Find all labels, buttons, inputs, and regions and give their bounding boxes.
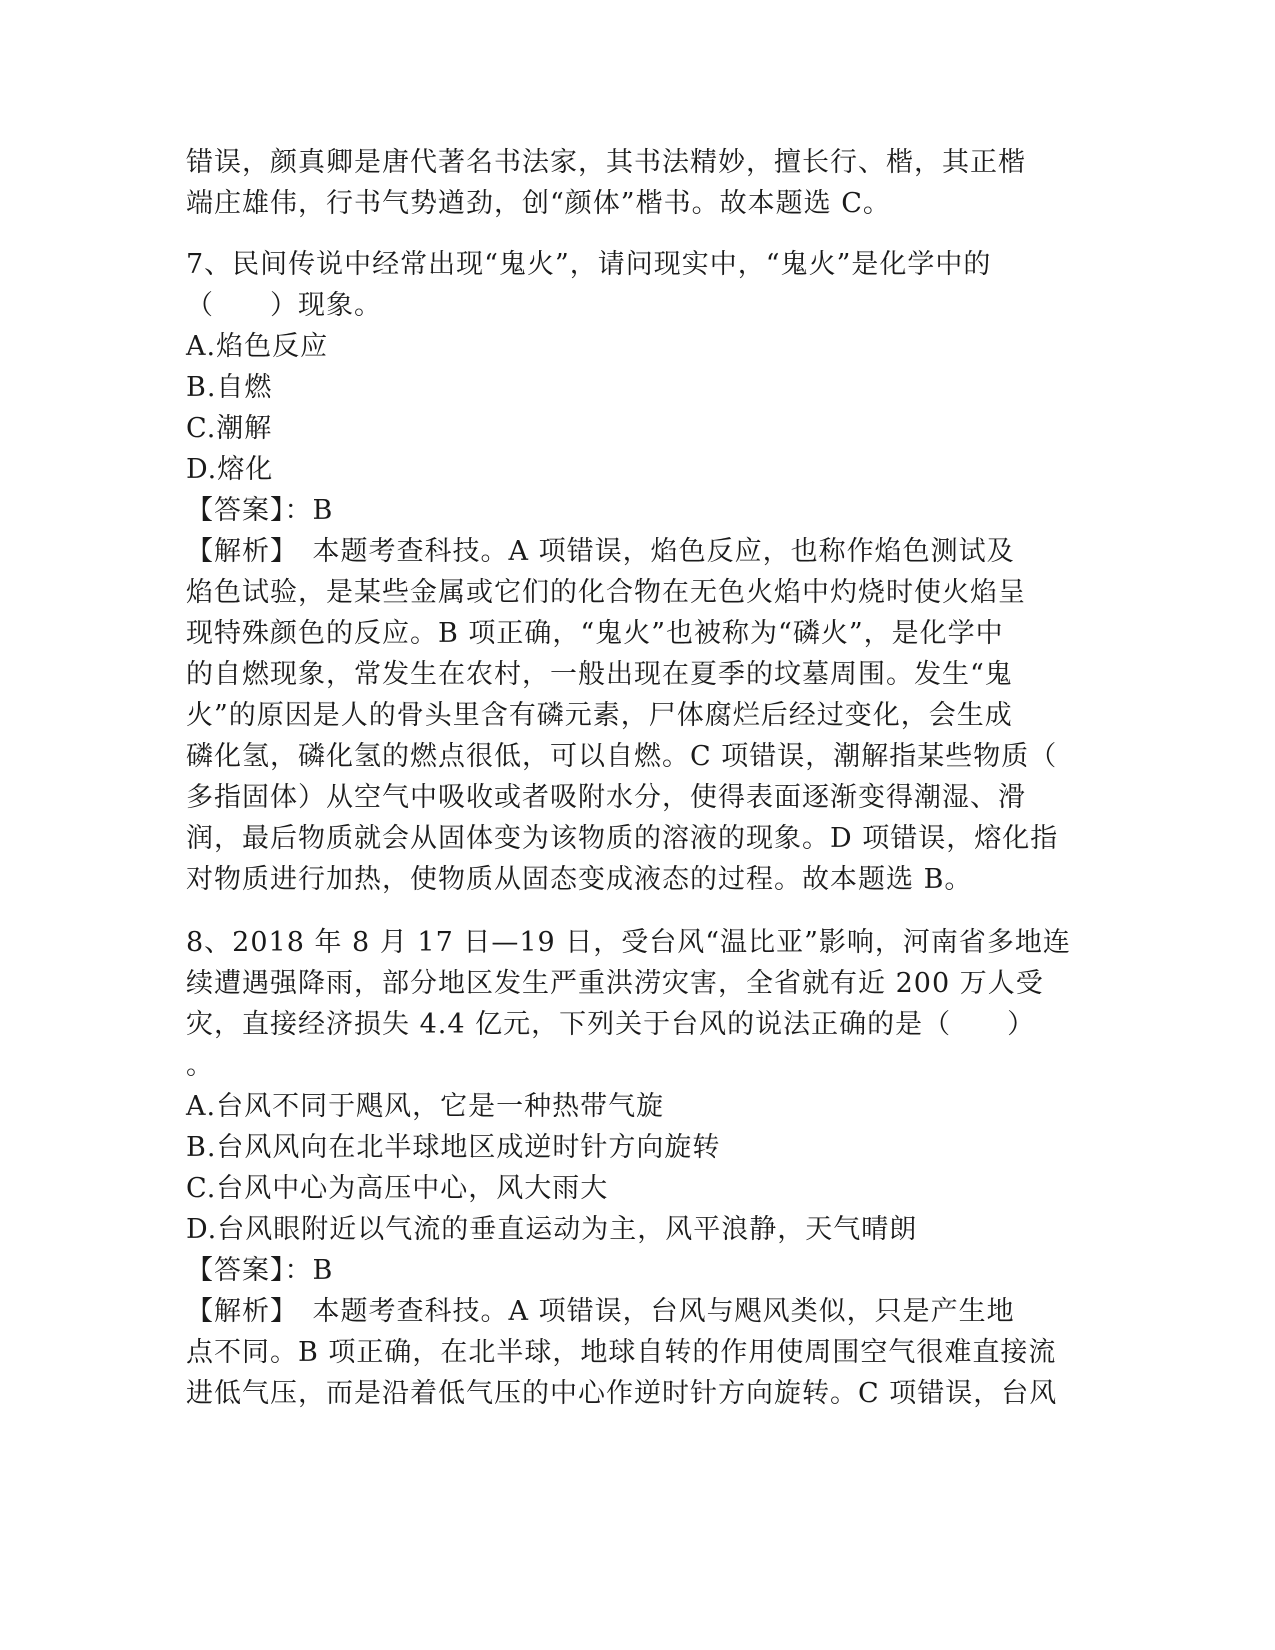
explanation-line: 进低气压，而是沿着低气压的中心作逆时针方向旋转。C 项错误，台风 [186,1378,1058,1409]
text-line: 端庄雄伟，行书气势遒劲，创“颜体”楷书。故本题选 C。 [186,188,891,219]
option-d: D.熔化 [186,454,274,485]
option-a: A.焰色反应 [186,331,329,362]
explanation-line: 【解析】 本题考查科技。A 项错误，台风与飓风类似，只是产生地 [186,1296,1015,1327]
question-stem-line: 8、2018 年 8 月 17 日—19 日，受台风“温比亚”影响，河南省多地连 [186,927,1071,958]
question-stem-line: 7、民间传说中经常出现“鬼火”，请问现实中，“鬼火”是化学中的 [186,249,992,280]
explanation-line: 磷化氢，磷化氢的燃点很低，可以自燃。C 项错误，潮解指某些物质（ [186,741,1058,772]
explanation-line: 火”的原因是人的骨头里含有磷元素，尸体腐烂后经过变化，会生成 [186,700,1013,731]
option-c: C.台风中心为高压中心，风大雨大 [186,1173,609,1204]
answer-line: 【答案】：B [186,495,334,526]
question-stem-line: （ ）现象。 [186,290,382,321]
option-d: D.台风眼附近以气流的垂直运动为主，风平浪静，天气晴朗 [186,1214,918,1245]
explanation-line: 点不同。B 项正确，在北半球，地球自转的作用使周围空气很难直接流 [186,1337,1057,1368]
explanation-line: 对物质进行加热，使物质从固态变成液态的过程。故本题选 B。 [186,864,973,895]
question-stem-line: 。 [186,1050,214,1081]
explanation-line: 润，最后物质就会从固体变为该物质的溶液的现象。D 项错误，熔化指 [186,823,1059,854]
question-stem-line: 灾，直接经济损失 4.4 亿元，下列关于台风的说法正确的是（ ） [186,1009,1036,1040]
answer-line: 【答案】：B [186,1255,334,1286]
question-stem-line: 续遭遇强降雨，部分地区发生严重洪涝灾害，全省就有近 200 万人受 [186,968,1044,999]
option-c: C.潮解 [186,413,273,444]
explanation-line: 多指固体）从空气中吸收或者吸附水分，使得表面逐渐变得潮湿、滑 [186,782,1026,813]
explanation-line: 焰色试验，是某些金属或它们的化合物在无色火焰中灼烧时使火焰呈 [186,577,1026,608]
option-b: B.自燃 [186,372,273,403]
explanation-line: 现特殊颜色的反应。B 项正确，“鬼火”也被称为“磷火”，是化学中 [186,618,1004,649]
option-a: A.台风不同于飓风，它是一种热带气旋 [186,1091,665,1122]
option-b: B.台风风向在北半球地区成逆时针方向旋转 [186,1132,721,1163]
explanation-line: 【解析】 本题考查科技。A 项错误，焰色反应，也称作焰色测试及 [186,536,1015,567]
explanation-line: 的自燃现象，常发生在农村，一般出现在夏季的坟墓周围。发生“鬼 [186,659,1013,690]
text-line: 错误，颜真卿是唐代著名书法家，其书法精妙，擅长行、楷，其正楷 [186,147,1026,178]
